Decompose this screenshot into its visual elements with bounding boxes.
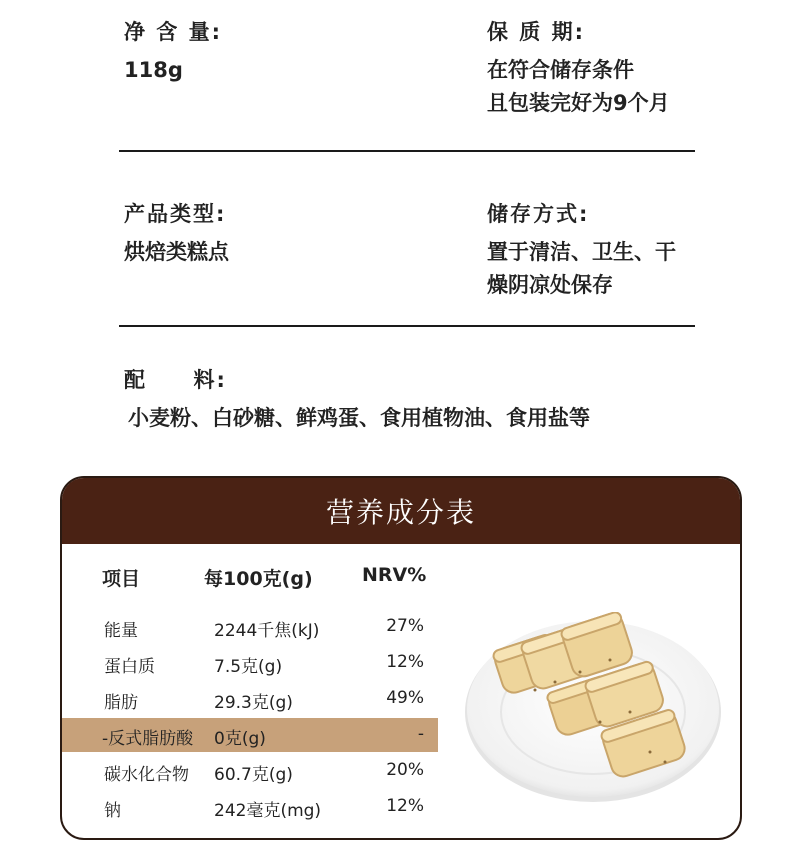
shelf-life-value-line2: 且包装完好为9个月 xyxy=(487,91,670,115)
row-amount: 29.3克(g) xyxy=(214,693,293,713)
ingredients-label: 配 料: xyxy=(124,368,227,392)
row-nrv: 12% xyxy=(386,796,424,816)
storage-label: 储存方式: xyxy=(487,202,590,226)
row-amount: 2244千焦(kJ) xyxy=(214,621,320,641)
shelf-life-label: 保 质 期: xyxy=(487,20,586,44)
table-row xyxy=(62,646,438,680)
row-item: 钠 xyxy=(104,801,121,821)
product-type-label: 产品类型: xyxy=(124,202,227,226)
table-row xyxy=(62,754,438,788)
row-nrv: 49% xyxy=(386,688,424,708)
row-amount: 242毫克(mg) xyxy=(214,801,322,821)
row-item: -反式脂肪酸 xyxy=(102,729,194,749)
nutrition-panel xyxy=(60,476,742,840)
row-nrv: 27% xyxy=(386,616,424,636)
row-amount: 7.5克(g) xyxy=(214,657,283,677)
net-weight-label: 净 含 量: xyxy=(124,20,223,44)
row-item: 碳水化合物 xyxy=(104,765,189,785)
header-item: 项目 xyxy=(102,568,141,590)
row-nrv: - xyxy=(417,724,424,744)
storage-value-line1: 置于清洁、卫生、干 xyxy=(487,240,676,264)
row-amount: 60.7克(g) xyxy=(214,765,293,785)
row-item: 脂肪 xyxy=(104,693,138,713)
shelf-life-value-line1: 在符合储存条件 xyxy=(487,58,634,82)
nutrition-title: 营养成分表 xyxy=(325,496,476,529)
row-nrv: 20% xyxy=(386,760,424,780)
product-type-value: 烘焙类糕点 xyxy=(124,240,229,264)
net-weight-value: 118g xyxy=(124,58,183,82)
table-row xyxy=(62,790,438,824)
header-per-100g: 每100克(g) xyxy=(204,568,313,590)
header-nrv: NRV% xyxy=(362,564,427,586)
row-nrv: 12% xyxy=(386,652,424,672)
row-amount: 0克(g) xyxy=(214,729,266,749)
table-row xyxy=(62,682,438,716)
table-row-highlighted xyxy=(62,718,438,752)
nutrition-header xyxy=(62,478,740,544)
table-row xyxy=(62,610,438,644)
storage-value-line2: 燥阴凉处保存 xyxy=(487,273,613,297)
ingredients-value: 小麦粉、白砂糖、鲜鸡蛋、食用植物油、食用盐等 xyxy=(128,406,590,430)
divider-1 xyxy=(119,150,695,152)
product-plate-image xyxy=(460,612,726,808)
divider-2 xyxy=(119,325,695,327)
row-item: 蛋白质 xyxy=(104,657,155,677)
row-item: 能量 xyxy=(104,621,138,641)
